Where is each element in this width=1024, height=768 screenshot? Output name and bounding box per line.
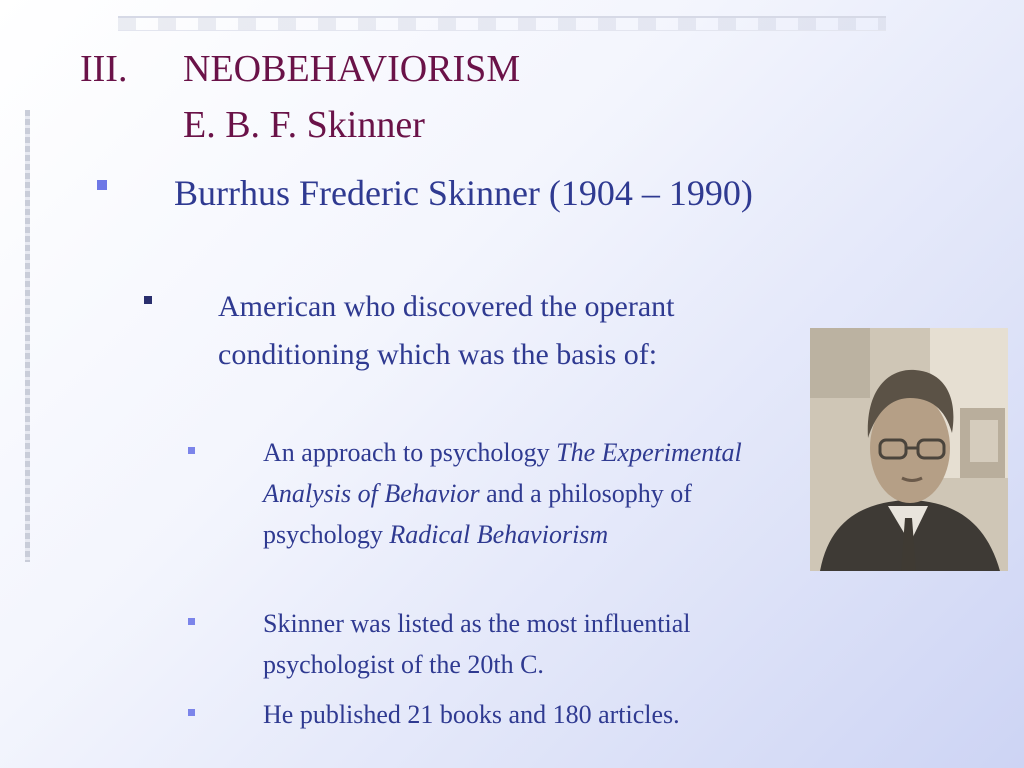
bullet-level1-text: Burrhus Frederic Skinner (1904 – 1990): [174, 173, 753, 213]
slide-title: NEOBEHAVIORISM: [183, 48, 521, 90]
portrait-illustration: [810, 328, 1008, 571]
bullet-marker-level2: [144, 296, 152, 304]
decorative-top-rule: [118, 16, 886, 31]
sub1-italic-title: The Experimental Analysis of Behavior: [263, 438, 742, 508]
skinner-portrait-photo: [810, 328, 1008, 571]
bullet-sub1-text: [263, 432, 813, 555]
sub1-text-a: An approach to psychology: [263, 438, 557, 467]
bullet-marker-level1: [97, 180, 107, 190]
sub1-text-b: and a philosophy of psychology: [263, 479, 692, 549]
bullet-level2-text: American who discovered the operant conditioning which was the basis of:: [218, 290, 675, 371]
bullet-marker-sub3: [188, 709, 195, 716]
sub1-italic-philosophy: Radical Behaviorism: [389, 520, 609, 549]
decorative-side-rule: [25, 110, 30, 562]
bullet-sub3-text: He published 21 books and 180 articles.: [263, 700, 680, 729]
bullet-marker-sub2: [188, 618, 195, 625]
slide-subtitle: E. B. F. Skinner: [183, 104, 425, 146]
bullet-sub2-text: Skinner was listed as the most influential psychologist of the 20th C.: [263, 609, 691, 679]
bullet-marker-sub1: [188, 447, 195, 454]
title-number: III.: [80, 48, 128, 90]
